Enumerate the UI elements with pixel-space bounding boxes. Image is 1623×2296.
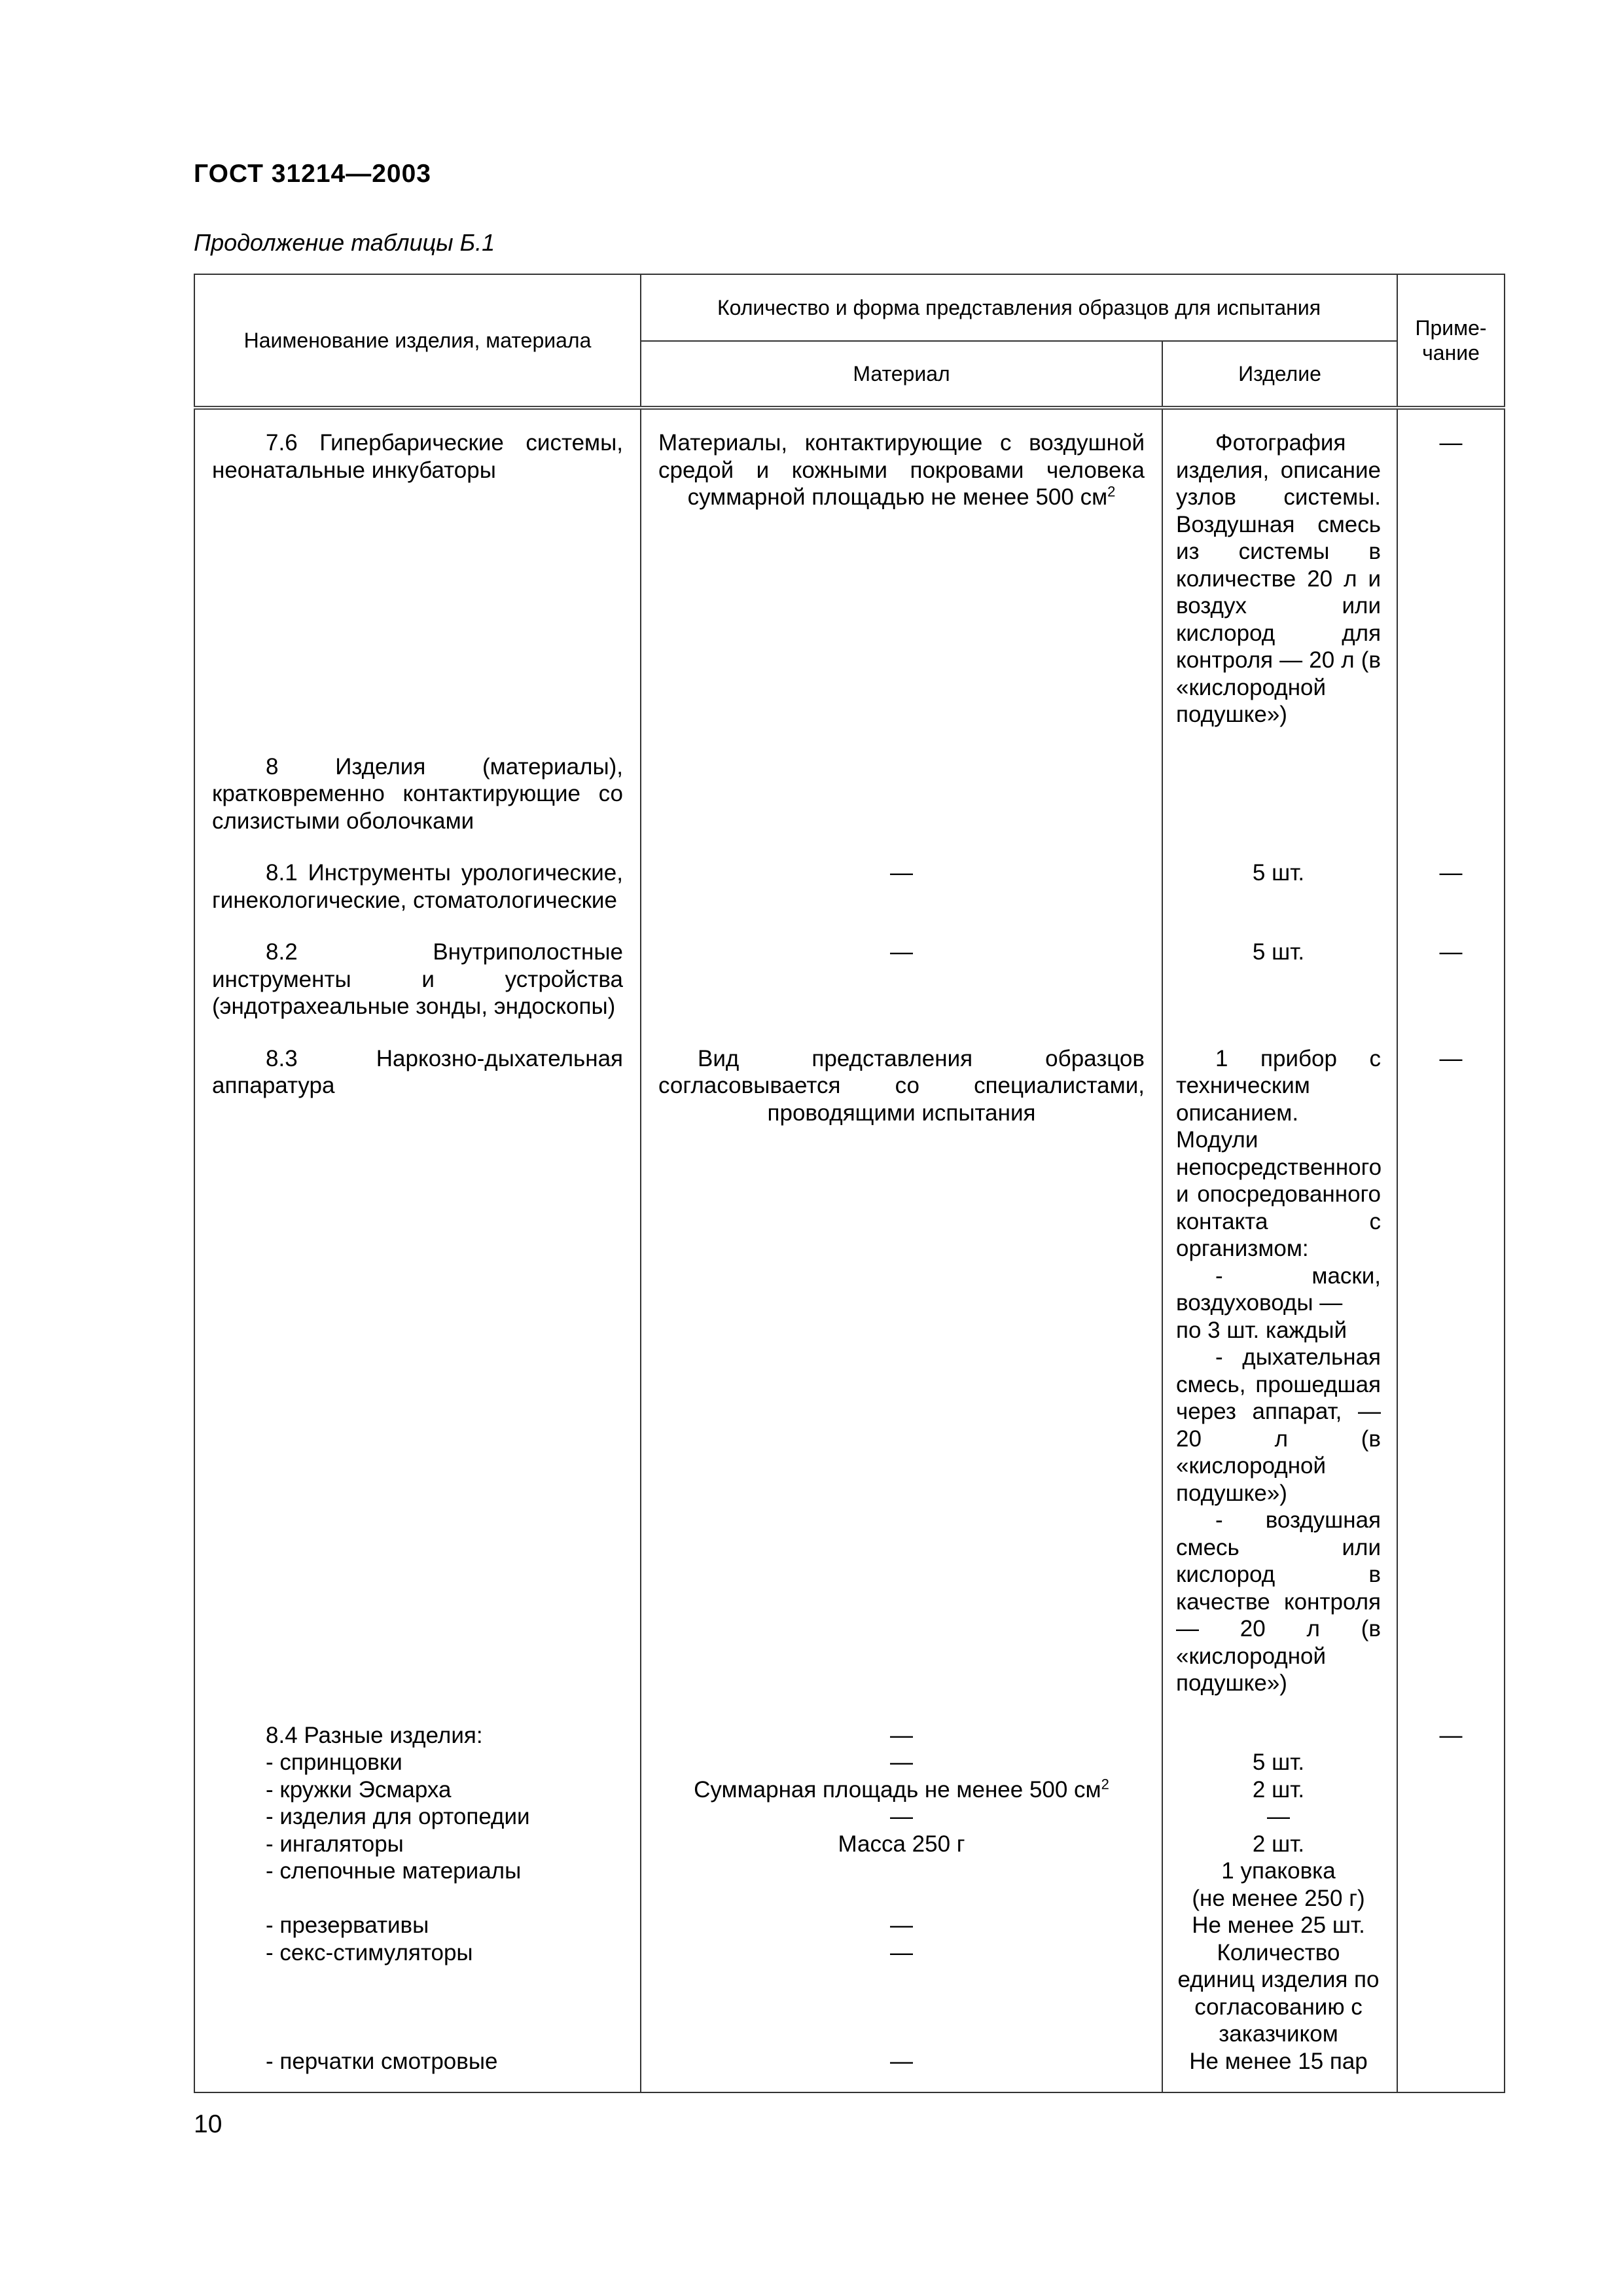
product-text: Количество единиц изделия по согласованию с заказчиком — [1177, 1939, 1380, 2047]
table-row — [194, 852, 1505, 931]
product-text: 2 шт. — [1252, 1776, 1305, 1803]
item-name: 8.3 Наркозно-дыхательная аппаратура — [212, 1045, 623, 1098]
header-samples-group: Количество и форма представления образцов для испытания — [641, 274, 1397, 341]
table-row — [194, 1714, 1505, 2093]
header-product: Изделие — [1162, 341, 1397, 408]
product-text: 1 упаковка — [1221, 1858, 1336, 1884]
note-cell: — — [1397, 408, 1505, 745]
product-cell: 5 шт. — [1162, 852, 1397, 931]
superscript: 2 — [1107, 483, 1116, 500]
list-item: - кружки Эсмарха — [266, 1776, 452, 1803]
list-item: - презервативы — [266, 1912, 429, 1938]
product-text: 5 шт. — [1252, 1749, 1305, 1775]
note-cell: — — [1397, 931, 1505, 1037]
material-text: — — [890, 1722, 913, 1748]
material-text: — — [890, 1912, 913, 1938]
note-cell: — — [1397, 852, 1505, 931]
product-text: - воздушная смесь или кислород в качестве контроля — 20 л (в «кислородной подушке») — [1176, 1507, 1382, 1696]
material-cell: — — [641, 852, 1162, 931]
list-item: - ингаляторы — [266, 1831, 404, 1857]
table-continuation-caption: Продолжение таблицы Б.1 — [194, 229, 495, 256]
header-note: Приме-чание — [1397, 274, 1505, 408]
product-text: Не менее 25 шт. — [1192, 1912, 1365, 1938]
item-name: 8.1 Инструменты урологические, гинекологические, стоматологические — [212, 860, 623, 913]
section-name: 8 Изделия (материалы), кратковременно контактирующие со слизистыми оболочками — [212, 753, 623, 834]
product-text: Не менее 15 пар — [1189, 2048, 1368, 2074]
material-text: — — [890, 1804, 913, 1829]
product-text: (не менее 250 г) — [1192, 1885, 1365, 1911]
product-text: Фотография изделия, описание узлов системы. Воздушная смесь из системы в количестве 20 л и воздух или кислород для контроля — 20 л (в «кислородной подушке») — [1176, 430, 1382, 727]
product-cell: 5 шт. — [1162, 931, 1397, 1037]
list-item: - слепочные материалы — [266, 1858, 522, 1884]
product-text: — — [1267, 1804, 1290, 1829]
note-cell: — — [1397, 1037, 1505, 1714]
header-name: Наименование изделия, материала — [194, 274, 641, 408]
table-row — [194, 745, 1505, 852]
product-text: 2 шт. — [1252, 1831, 1305, 1857]
table-row — [194, 1037, 1505, 1714]
material-text: Вид представления образцов согласовывается со специалистами, проводящими испытания — [658, 1045, 1145, 1126]
item-name: 7.6 Гипербарические системы, неонатальные инкубаторы — [212, 430, 623, 483]
material-text: — — [890, 1749, 913, 1775]
item-name: 8.4 Разные изделия: — [266, 1722, 483, 1748]
product-text: - дыхательная смесь, прошедшая через аппарат, — 20 л (в «кислородной подушке») — [1176, 1344, 1382, 1506]
product-text: по 3 шт. каждый — [1176, 1317, 1347, 1343]
material-text: — — [890, 2048, 913, 2074]
table-row — [194, 408, 1505, 745]
document-code: ГОСТ 31214—2003 — [194, 160, 431, 188]
note-cell: — — [1397, 1714, 1505, 2093]
table-row — [194, 931, 1505, 1037]
item-name: 8.2 Внутриполостные инструменты и устройства (эндотрахеальные зонды, эндоскопы) — [212, 939, 623, 1019]
list-item: - изделия для ортопедии — [266, 1804, 530, 1829]
product-text: - маски, воздуховоды — — [1176, 1263, 1382, 1316]
samples-table — [194, 274, 1505, 2093]
material-text: Суммарная площадь не менее 500 $см^2$ — [694, 1775, 1109, 1803]
list-item: - секс-стимуляторы — [266, 1939, 473, 1965]
material-text: Материалы, контактирующие с воздушной средой и кожными покровами человека суммарной площадью не менее 500 см — [658, 430, 1145, 510]
material-text: — — [890, 1939, 913, 1965]
page-number: 10 — [194, 2110, 223, 2138]
header-material: Материал — [641, 341, 1162, 408]
list-item: - перчатки смотровые — [266, 2048, 498, 2074]
list-item: - спринцовки — [266, 1749, 402, 1775]
material-text: Масса 250 г — [838, 1831, 965, 1857]
material-cell: — — [641, 931, 1162, 1037]
product-text: 1 прибор с техническим описанием. Модули непосредственного и опосредованного контакта с организмом: — [1176, 1045, 1382, 1261]
